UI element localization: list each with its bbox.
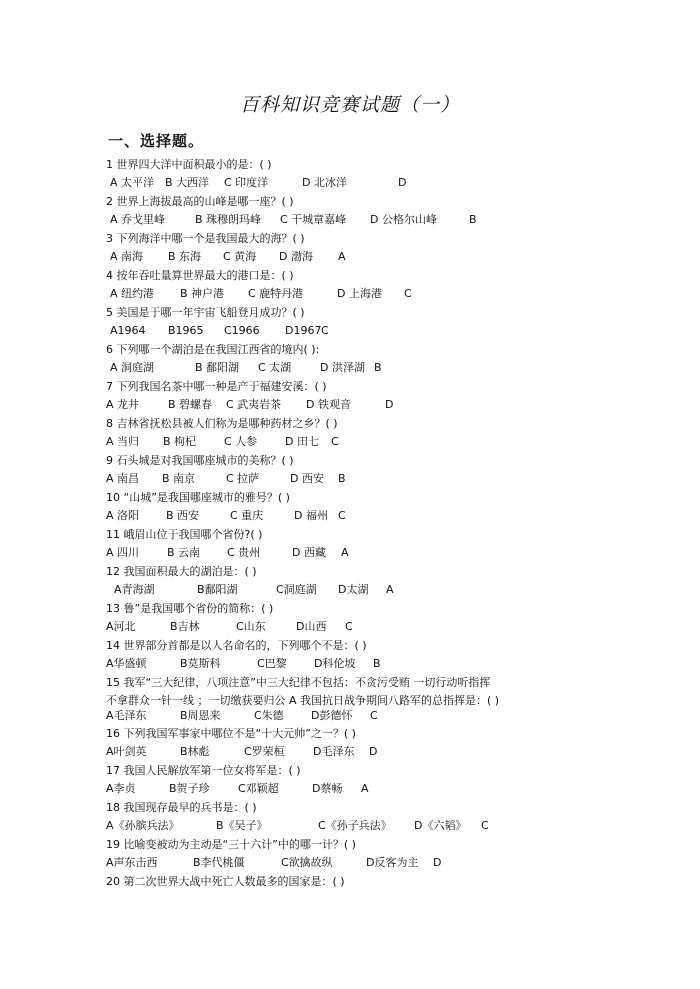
answer-option: A叶剑英 (106, 745, 147, 758)
answer-option: B莫斯科 (180, 657, 221, 670)
answer-option: D科伦坡 (314, 657, 356, 670)
answer-option: C 武夷岩茶 (226, 398, 282, 411)
answer-option: A《孙膑兵法》 (106, 819, 180, 832)
answer-option: B鄱阳湖 (197, 583, 238, 596)
answer-key: B (338, 472, 346, 485)
answer-option: C 干城章嘉峰 (280, 213, 347, 226)
answer-option: A 四川 (106, 546, 140, 559)
question-text: 16 下列我国军事家中哪位不是“十大元帅”之一？( ) (106, 727, 356, 740)
answer-option: A 南昌 (106, 472, 140, 485)
question-text: 11 峨眉山位于我国哪个省份?( ) (106, 528, 263, 541)
answer-option: B 碧螺春 (168, 398, 213, 411)
answer-option: B 东海 (168, 250, 202, 263)
question-text-continued: 不拿群众一针一线 ；一切缴获要归公 A 我国抗日战争期间八路军的总指挥是：( ) (106, 694, 500, 707)
question-text: 8 吉林省抚松县被人们称为是哪种药材之乡？( ) (106, 417, 338, 430)
answer-option: A 南海 (110, 250, 144, 263)
question-text: 4 按年吞吐量算世界最大的港口是：( ) (106, 269, 294, 282)
answer-key: C (321, 324, 329, 337)
answer-option: A 太平洋 (110, 176, 155, 189)
answer-key: A (386, 583, 394, 596)
answer-option: B周恩来 (180, 709, 221, 722)
question-text: 6 下列哪一个湖泊是在我国江西省的境内( ): (106, 343, 320, 356)
answer-option: B 珠穆朗玛峰 (195, 213, 262, 226)
answer-option: C 黄海 (223, 250, 257, 263)
answer-option: D 铁观音 (306, 398, 351, 411)
answer-option: D 公格尔山峰 (370, 213, 437, 226)
answer-option: D 田七 (285, 435, 319, 448)
answer-option: D 上海港 (337, 287, 382, 300)
answer-option: C巴黎 (257, 657, 287, 670)
answer-option: A 洞庭湖 (110, 361, 155, 374)
answer-option: B李代桃僵 (193, 856, 245, 869)
question-text: 9 石头城是对我国哪座城市的美称？( ) (106, 454, 294, 467)
answer-option: A毛泽东 (106, 709, 147, 722)
answer-option: B 大西洋 (165, 176, 210, 189)
answer-option: B林彪 (180, 745, 210, 758)
answer-option: C 贵州 (227, 546, 261, 559)
question-text: 19 比喻变被动为主动是“三十六计”中的哪一计？( ) (106, 838, 356, 851)
answer-key: D (385, 398, 394, 411)
answer-option: B吉林 (170, 620, 200, 633)
answer-option: C 印度洋 (224, 176, 269, 189)
answer-option: D蔡畅 (312, 782, 343, 795)
answer-key: B (469, 213, 477, 226)
answer-option: B《吴子》 (216, 819, 268, 832)
question-text: 17 我国人民解放军第一位女将军是：( ) (106, 764, 301, 777)
answer-option: D 福州 (294, 509, 328, 522)
answer-option: D 洪泽湖 (320, 361, 365, 374)
answer-key: C (370, 709, 378, 722)
answer-option: A 当归 (106, 435, 140, 448)
answer-key: A (338, 250, 346, 263)
answer-option: C洞庭湖 (276, 583, 317, 596)
answer-key: B (374, 361, 382, 374)
answer-option: D 西藏 (292, 546, 326, 559)
answer-option: D反客为主 (366, 856, 419, 869)
answer-key: C (345, 620, 353, 633)
question-text: 2 世界上海拔最高的山峰是哪一座？( ) (106, 195, 294, 208)
answer-option: B 鄱阳湖 (195, 361, 240, 374)
answer-option: B 神户港 (180, 287, 225, 300)
question-text: 1 世界四大洋中面积最小的是：( ) (106, 158, 272, 171)
question-text: 20 第二次世界大战中死亡人数最多的国家是：( ) (106, 875, 345, 888)
page-title: 百科知识竞赛试题（一） (239, 94, 460, 116)
answer-option: D山西 (296, 620, 327, 633)
answer-option: D 渤海 (279, 250, 313, 263)
answer-option: B 南京 (162, 472, 196, 485)
answer-option: C欲擒故纵 (281, 856, 333, 869)
answer-option: C1966 (224, 324, 260, 337)
answer-option: C朱德 (254, 709, 284, 722)
answer-option: C 太湖 (258, 361, 292, 374)
answer-option: A 龙井 (106, 398, 140, 411)
answer-option: C 重庆 (230, 509, 264, 522)
question-text: 5 美国是于哪一年宇宙飞船登月成功？( ) (106, 306, 305, 319)
answer-key: A (341, 546, 349, 559)
answer-option: D太湖 (338, 583, 369, 596)
answer-key: B (373, 657, 381, 670)
answer-option: C罗荣桓 (244, 745, 285, 758)
answer-option: D毛泽东 (313, 745, 355, 758)
question-text: 14 世界部分首都是以人名命名的，下列哪个不是：( ) (106, 639, 367, 652)
answer-option: D《六韬》 (414, 819, 467, 832)
question-text: 7 下列我国名茶中哪一种是产于福建安溪：( ) (106, 380, 327, 393)
answer-option: C 拉萨 (226, 472, 260, 485)
answer-key: C (481, 819, 489, 832)
question-text: 13 鲁”是我国哪个省份的简称：( ) (106, 602, 274, 615)
answer-option: B 西安 (166, 509, 200, 522)
question-text: 15 我军“三大纪律，八项注意”中三大纪律不包括：不贪污受贿 一切行动听指挥 (106, 676, 491, 689)
question-text: 12 我国面积最大的湖泊是：( ) (106, 565, 257, 578)
answer-option: A 纽约港 (110, 287, 155, 300)
answer-option: D1967 (285, 324, 322, 337)
answer-option: C山东 (236, 620, 266, 633)
answer-option: B贺子珍 (169, 782, 210, 795)
answer-option: A 乔戈里峰 (110, 213, 166, 226)
answer-key: A (361, 782, 369, 795)
answer-option: A华盛顿 (106, 657, 147, 670)
answer-key: C (404, 287, 412, 300)
answer-option: C 鹿特丹港 (248, 287, 304, 300)
question-text: 10 “山城”是我国哪座城市的雅号？( ) (106, 491, 290, 504)
answer-option: A李贞 (106, 782, 136, 795)
section-heading: 一、选择题。 (108, 132, 205, 150)
answer-option: A1964 (110, 324, 146, 337)
answer-key: D (369, 745, 378, 758)
answer-option: A青海湖 (114, 583, 155, 596)
question-text: 18 我国现存最早的兵书是：( ) (106, 801, 257, 814)
answer-option: C《孙子兵法》 (318, 819, 392, 832)
answer-option: B 云南 (167, 546, 201, 559)
answer-option: D 北冰洋 (302, 176, 347, 189)
answer-key: D (398, 176, 407, 189)
answer-key: D (433, 856, 442, 869)
answer-option: C邓颖超 (238, 782, 279, 795)
answer-option: C 人参 (224, 435, 258, 448)
question-text: 3 下列海洋中哪一个是我国最大的海？( ) (106, 232, 305, 245)
answer-option: A 洛阳 (106, 509, 140, 522)
answer-option: D 西安 (290, 472, 324, 485)
answer-key: C (331, 435, 339, 448)
answer-option: B 枸杞 (163, 435, 197, 448)
answer-key: C (338, 509, 346, 522)
answer-option: B1965 (168, 324, 204, 337)
answer-option: A声东击西 (106, 856, 158, 869)
answer-option: A河北 (106, 620, 136, 633)
answer-option: D彭德怀 (311, 709, 353, 722)
